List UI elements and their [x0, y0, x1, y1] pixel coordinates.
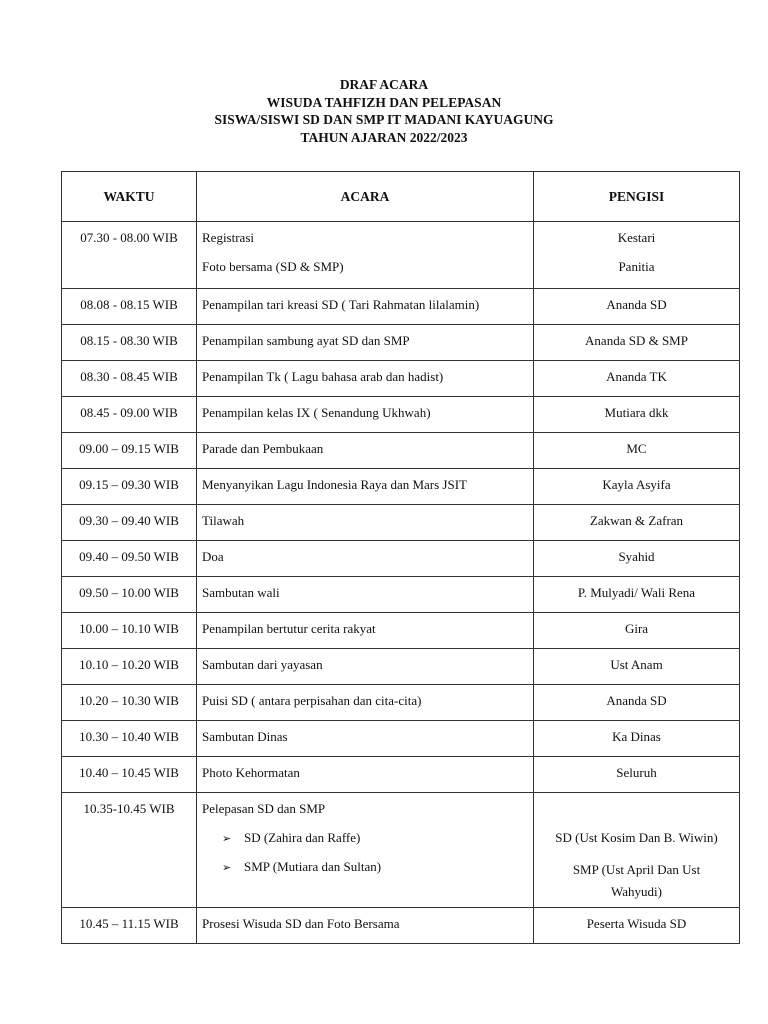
table-row: [62, 361, 740, 397]
cell-pengisi: Ananda SD & SMP: [534, 325, 740, 361]
cell-waktu: 09.00 – 09.15 WIB: [62, 433, 197, 469]
header-line-3: SISWA/SISWI SD DAN SMP IT MADANI KAYUAGUNG: [214, 112, 554, 127]
cell-pengisi: Ananda SD: [534, 685, 740, 721]
table-row: [62, 721, 740, 757]
cell-acara: Penampilan Tk ( Lagu bahasa arab dan hadist): [197, 361, 534, 397]
header-line-4: TAHUN AJARAN 2022/2023: [300, 129, 468, 145]
table-row: [62, 433, 740, 469]
table-row: [62, 649, 740, 685]
table-row: [62, 757, 740, 793]
cell-pengisi: [534, 222, 740, 289]
table-row: [62, 613, 740, 649]
acara-text: Foto bersama (SD & SMP): [202, 259, 344, 274]
table-row: [62, 685, 740, 721]
table-row: [62, 222, 740, 289]
cell-pengisi: P. Mulyadi/ Wali Rena: [534, 577, 740, 613]
cell-pengisi: MC: [534, 433, 740, 469]
cell-acara: Puisi SD ( antara perpisahan dan cita-cita): [197, 685, 534, 721]
document-header: [0, 76, 768, 146]
column-header-waktu: WAKTU: [62, 172, 197, 222]
cell-pengisi: Mutiara dkk: [534, 397, 740, 433]
cell-waktu: 10.30 – 10.40 WIB: [62, 721, 197, 757]
cell-waktu: 08.15 - 08.30 WIB: [62, 325, 197, 361]
waktu-text: 10.35-10.45 WIB: [83, 801, 175, 816]
header-line-2: WISUDA TAHFIZH DAN PELEPASAN: [266, 94, 502, 110]
table-row: [62, 541, 740, 577]
acara-title: Pelepasan SD dan SMP: [202, 801, 326, 816]
cell-acara: Prosesi Wisuda SD dan Foto Bersama: [197, 908, 534, 944]
cell-acara: Parade dan Pembukaan: [197, 433, 534, 469]
pengisi-text: [534, 859, 739, 903]
cell-pengisi: Ust Anam: [534, 649, 740, 685]
cell-acara: Sambutan dari yayasan: [197, 649, 534, 685]
cell-waktu: 09.50 – 10.00 WIB: [62, 577, 197, 613]
waktu-text: 07.30 - 08.00 WIB: [80, 230, 178, 245]
cell-pengisi: Peserta Wisuda SD: [534, 908, 740, 944]
cell-waktu: 10.45 – 11.15 WIB: [62, 908, 197, 944]
cell-waktu: 10.20 – 10.30 WIB: [62, 685, 197, 721]
cell-pengisi: Zakwan & Zafran: [534, 505, 740, 541]
table-row: [62, 505, 740, 541]
pengisi-text: Panitia: [618, 259, 655, 274]
bullet-item: [202, 859, 533, 888]
cell-acara: Menyanyikan Lagu Indonesia Raya dan Mars JSIT: [197, 469, 534, 505]
cell-waktu: 09.30 – 09.40 WIB: [62, 505, 197, 541]
column-header-acara: ACARA: [197, 172, 534, 222]
pengisi-text-line: Wahyudi): [611, 884, 662, 899]
cell-waktu: 10.00 – 10.10 WIB: [62, 613, 197, 649]
cell-acara: Tilawah: [197, 505, 534, 541]
cell-waktu: 09.15 – 09.30 WIB: [62, 469, 197, 505]
cell-pengisi: Syahid: [534, 541, 740, 577]
arrow-bullet-icon: ➢: [222, 861, 232, 874]
pengisi-text: Kestari: [617, 230, 656, 245]
pengisi-text: SD (Ust Kosim Dan B. Wiwin): [555, 830, 718, 845]
column-header-pengisi: PENGISI: [534, 172, 740, 222]
cell-acara: Penampilan kelas IX ( Senandung Ukhwah): [197, 397, 534, 433]
pengisi-text-line: SMP (Ust April Dan Ust: [572, 862, 701, 877]
bullet-text: SD (Zahira dan Raffe): [244, 830, 361, 845]
cell-pengisi: Seluruh: [534, 757, 740, 793]
cell-pengisi: Ananda TK: [534, 361, 740, 397]
cell-waktu: 08.08 - 08.15 WIB: [62, 289, 197, 325]
cell-waktu: 08.45 - 09.00 WIB: [62, 397, 197, 433]
acara-text: Registrasi: [202, 230, 254, 245]
cell-waktu: 10.40 – 10.45 WIB: [62, 757, 197, 793]
cell-acara: Sambutan wali: [197, 577, 534, 613]
cell-waktu: 08.30 - 08.45 WIB: [62, 361, 197, 397]
cell-acara: Doa: [197, 541, 534, 577]
table-row: [62, 577, 740, 613]
cell-waktu: [62, 222, 197, 289]
table-row: [62, 908, 740, 944]
cell-acara: Penampilan sambung ayat SD dan SMP: [197, 325, 534, 361]
cell-pengisi: [534, 793, 740, 908]
table-row: [62, 397, 740, 433]
cell-pengisi: Ka Dinas: [534, 721, 740, 757]
bullet-text: SMP (Mutiara dan Sultan): [244, 859, 382, 874]
table-header-row: [62, 172, 740, 222]
schedule-table: [61, 171, 740, 944]
header-line-1: DRAF ACARA: [339, 77, 429, 92]
table-row: [62, 289, 740, 325]
cell-acara: [197, 222, 534, 289]
cell-waktu: [62, 793, 197, 908]
cell-acara: [197, 793, 534, 908]
cell-pengisi: Kayla Asyifa: [534, 469, 740, 505]
table-row-pelepasan: [62, 793, 740, 908]
cell-waktu: 10.10 – 10.20 WIB: [62, 649, 197, 685]
cell-acara: Sambutan Dinas: [197, 721, 534, 757]
cell-acara: Penampilan bertutur cerita rakyat: [197, 613, 534, 649]
cell-acara: Penampilan tari kreasi SD ( Tari Rahmatan lilalamin): [197, 289, 534, 325]
bullet-item: [202, 830, 533, 859]
arrow-bullet-icon: ➢: [222, 832, 232, 845]
cell-waktu: 09.40 – 09.50 WIB: [62, 541, 197, 577]
table-row: [62, 469, 740, 505]
cell-pengisi: Ananda SD: [534, 289, 740, 325]
cell-acara: Photo Kehormatan: [197, 757, 534, 793]
table-row: [62, 325, 740, 361]
cell-pengisi: Gira: [534, 613, 740, 649]
